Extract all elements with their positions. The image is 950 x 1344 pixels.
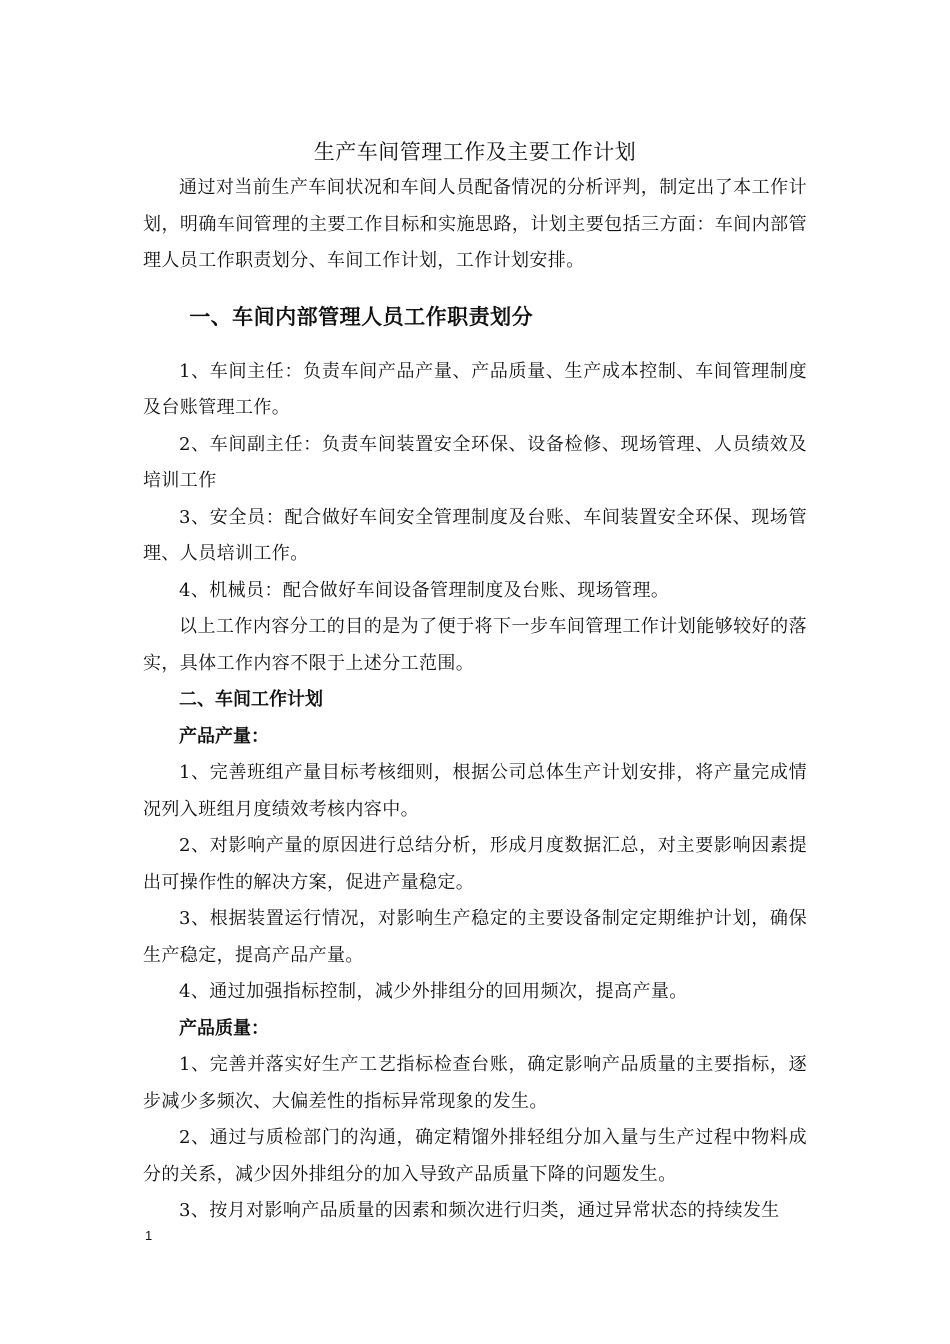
section1-summary: 以上工作内容分工的目的是为了便于将下一步车间管理工作计划能够较好的落实，具体工作内容不限于上述分工范围。 (143, 616, 807, 674)
document-title: 生产车间管理工作及主要工作计划 (313, 140, 637, 164)
quality-item: 2、通过与质检部门的沟通，确定精馏外排轻组分加入量与生产过程中物料成分的关系，减少因外排组分的加入导致产品质量下降的问题发生。 (143, 1127, 807, 1185)
section1-heading: 一、车间内部管理人员工作职责划分 (189, 304, 534, 329)
quality-item: 3、按月对影响产品质量的因素和频次进行归类，通过异常状态的持续发生 (179, 1200, 780, 1221)
output-item: 2、对影响产量的原因进行总结分析，形成月度数据汇总，对主要影响因素提出可操作性的解决方案，促进产量稳定。 (143, 835, 807, 893)
output-item: 1、完善班组产量目标考核细则，根据公司总体生产计划安排，将产量完成情况列入班组月度绩效考核内容中。 (143, 762, 807, 820)
page-number: 1 (145, 1228, 153, 1243)
output-item: 4、通过加强指标控制，减少外排组分的回用频次，提高产量。 (179, 981, 688, 1002)
output-heading: 产品产量： (179, 725, 269, 747)
intro-paragraph: 通过对当前生产车间状况和车间人员配备情况的分析评判，制定出了本工作计划，明确车间管理的主要工作目标和实施思路，计划主要包括三方面：车间内部管理人员工作职责划分、车间工作计划，工作计划安排。 (143, 177, 807, 271)
output-item: 3、根据装置运行情况，对影响生产稳定的主要设备制定定期维护计划，确保生产稳定，提高产品产量。 (143, 908, 807, 966)
section1-item: 2、车间副主任：负责车间装置安全环保、设备检修、现场管理、人员绩效及培训工作 (143, 433, 807, 491)
document-body (143, 134, 807, 1230)
section1-item: 4、机械员：配合做好车间设备管理制度及台账、现场管理。 (179, 579, 670, 601)
quality-heading: 产品质量： (179, 1017, 269, 1039)
section1-item: 3、安全员：配合做好车间安全管理制度及台账、车间装置安全环保、现场管理、人员培训工作。 (143, 506, 807, 564)
quality-item: 1、完善并落实好生产工艺指标检查台账，确定影响产品质量的主要指标，逐步减少多频次、大偏差性的指标异常现象的发生。 (143, 1054, 807, 1112)
section1-item: 1、车间主任：负责车间产品产量、产品质量、生产成本控制、车间管理制度及台账管理工作。 (143, 360, 807, 418)
section2-heading: 二、车间工作计划 (179, 689, 323, 710)
